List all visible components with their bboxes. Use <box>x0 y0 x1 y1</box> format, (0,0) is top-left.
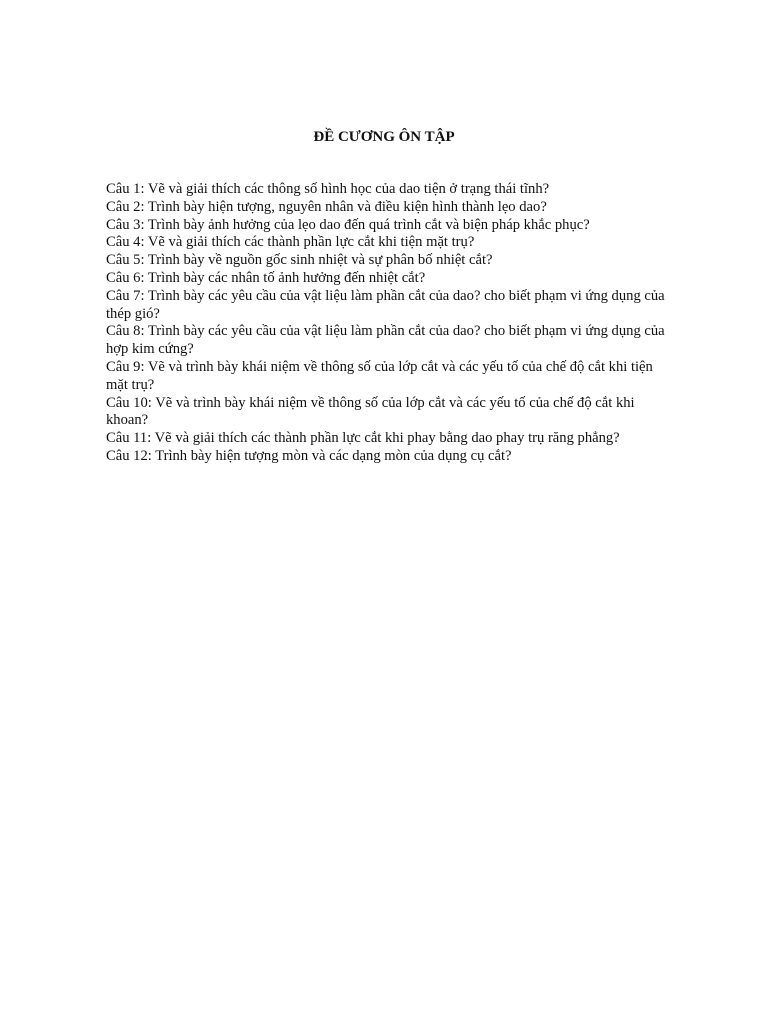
question-item: Câu 1: Vẽ và giải thích các thông số hình học của dao tiện ở trạng thái tĩnh? <box>106 181 550 197</box>
question-item: Câu 4: Vẽ và giải thích các thành phần lực cắt khi tiện mặt trụ? <box>106 234 475 251</box>
question-item: Câu 7: Trình bày các yêu cầu của vật liệu làm phần cắt của dao? cho biết phạm vi ứng dụng của thép gió? <box>106 287 665 322</box>
question-item: Câu 8: Trình bày các yêu cầu của vật liệu làm phần cắt của dao? cho biết phạm vi ứng dụng của hợp kim cứng? <box>106 323 665 358</box>
question-list <box>106 181 666 466</box>
question-item: Câu 3: Trình bày ảnh hưởng của lẹo dao đến quá trình cắt và biện pháp khắc phục? <box>106 216 590 233</box>
question-item: Câu 11: Vẽ và giải thích các thành phần lực cắt khi phay bằng dao phay trụ răng phẳng? <box>106 430 620 447</box>
document-title: ĐỀ CƯƠNG ÔN TẬP <box>313 129 455 145</box>
question-item: Câu 2: Trình bày hiện tượng, nguyên nhân và điều kiện hình thành lẹo dao? <box>106 198 547 215</box>
question-item: Câu 12: Trình bày hiện tượng mòn và các dạng mòn của dụng cụ cắt? <box>106 447 512 464</box>
question-item: Câu 5: Trình bày về nguồn gốc sinh nhiệt và sự phân bố nhiệt cắt? <box>106 252 493 269</box>
question-item: Câu 6: Trình bày các nhân tố ảnh hưởng đến nhiệt cắt? <box>106 269 426 286</box>
question-item: Câu 10: Vẽ và trình bày khái niệm về thông số của lớp cắt và các yếu tố của chế độ cắt khi khoan? <box>106 394 635 429</box>
question-item: Câu 9: Vẽ và trình bày khái niệm về thông số của lớp cắt và các yếu tố của chế độ cắt khi tiện mặt trụ? <box>106 358 653 393</box>
